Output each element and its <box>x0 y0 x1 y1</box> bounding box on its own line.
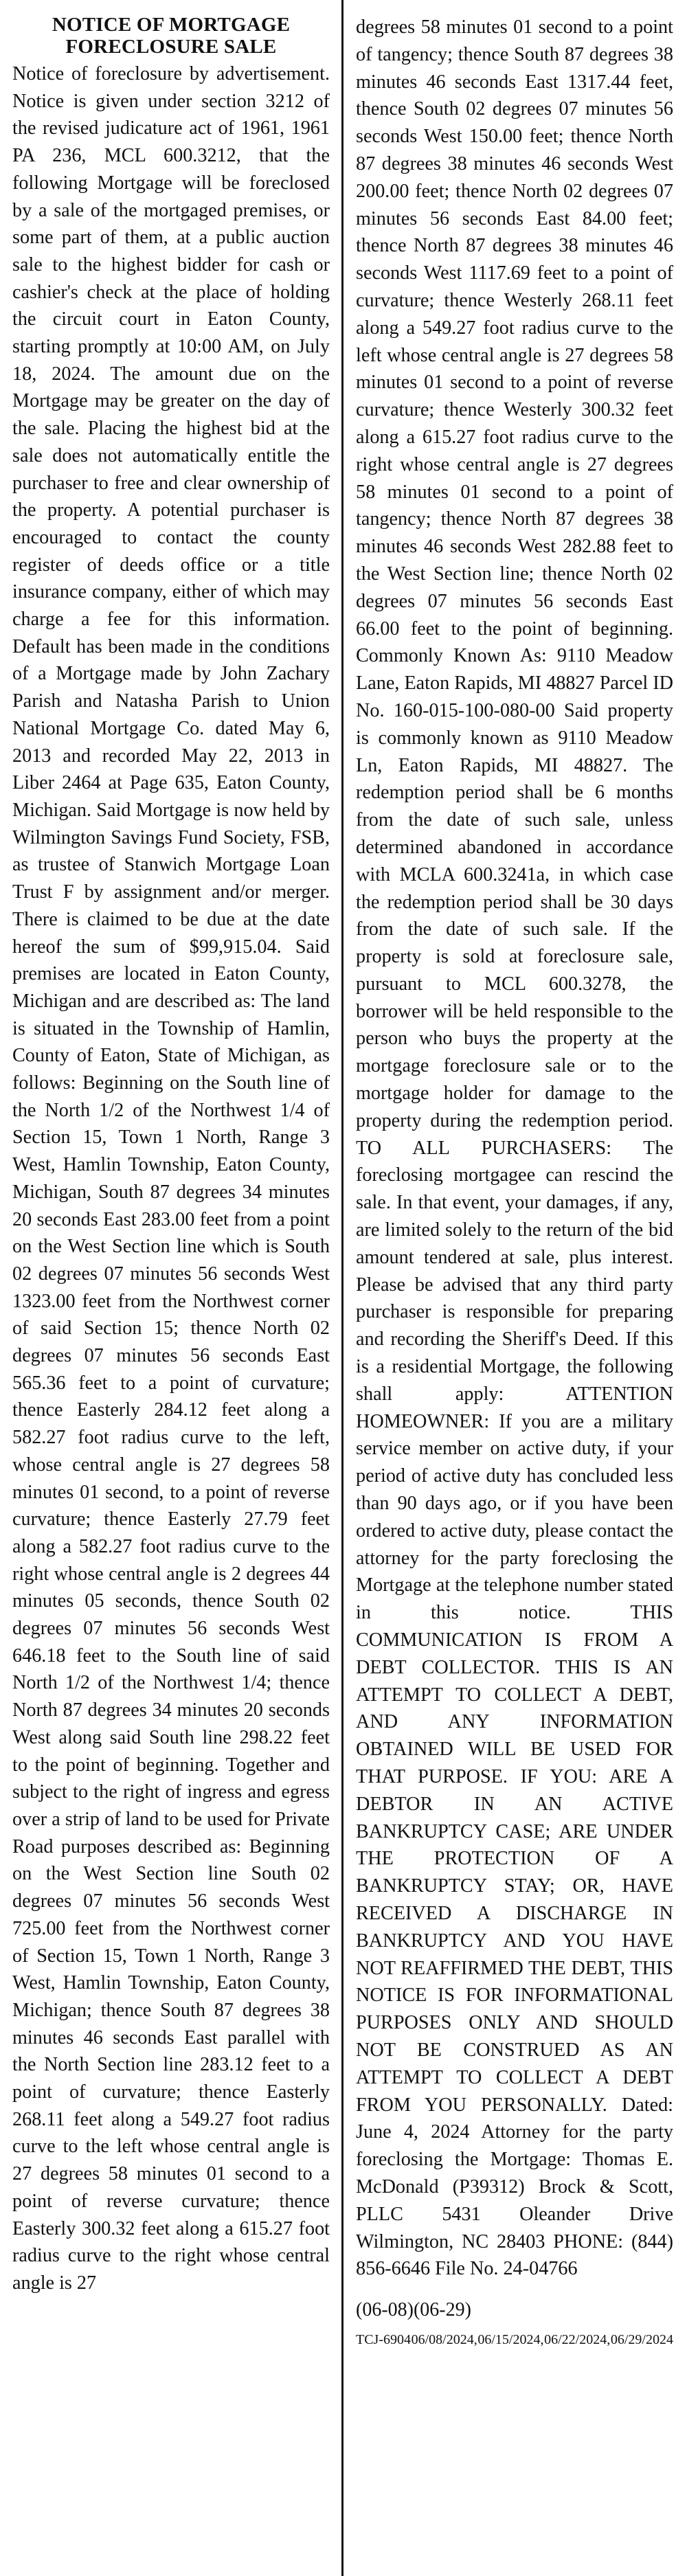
notice-title-line2: FORECLOSURE SALE <box>65 36 277 58</box>
notice-title <box>12 14 330 58</box>
notice-title-line1: NOTICE OF MORTGAGE <box>52 14 291 36</box>
notice-left-column <box>7 0 335 2576</box>
publication-date-3: 06/22/2024, <box>544 2332 611 2348</box>
column-divider <box>341 0 344 2576</box>
publication-info <box>356 2331 673 2349</box>
run-dates: (06-08)(06-29) <box>356 2299 471 2321</box>
notice-body-left: Notice of foreclosure by advertisement. Notice is given under section 3212 of the revised judicature act of 1961, 1961 PA 236, MCL 600.3212, that the following Mortgage will be foreclosed by a sale of the mortgaged premises, or some part of them, at a public auction sale to the highest bidder for cash or cashier's check at the place of holding the circuit court in Eaton County, starting promptly at 10:00 AM, on July 18, 2024. The amount due on the Mortgage may be greater on the day of the sale. Placing the highest bid at the sale does not automatically entitle the purchaser to free and clear ownership of the property. A potential purchaser is encouraged to contact the county register of deeds office or a title insurance company, either of which may charge a fee for this information. Default has been made in the conditions of a Mortgage made by John Zachary Parish and Natasha Parish to Union National Mortgage Co. dated May 6, 2013 and recorded May 22, 2013 in Liber 2464 at Page 635, Eaton County, Michigan. Said Mortgage is now held by Wilmington Savings Fund Society, FSB, as trustee of Stanwich Mortgage Loan Trust F by assignment and/or merger. There is claimed to be due at the date hereof the sum of $99,915.04. Said premises are located in Eaton County, Michigan and are described as: The land is situated in the Township of Hamlin, County of Eaton, State of Michigan, as follows: Beginning on the South line of the North 1/2 of the Northwest 1/4 of Section 15, Town 1 North, Range 3 West, Hamlin Township, Eaton County, Michigan, South 87 degrees 34 minutes 20 seconds East 283.00 feet from a point on the West Section line which is South 02 degrees 07 minutes 56 seconds West 1323.00 feet from the Northwest corner of said Section 15; thence North 02 degrees 07 minutes 56 seconds East 565.36 feet to a point of curvature; thence Easterly 284.12 feet along a 582.27 foot radius curve to the left, whose central angle is 27 degrees 58 minutes 01 second, to a point of reverse curvature; thence Easterly 27.79 feet along a 582.27 foot radius curve to the right whose central angle is 2 degrees 44 minutes 05 seconds, thence South 02 degrees 07 minutes 56 seconds West 646.18 feet to the South line of said North 1/2 of the Northwest 1/4; thence North 87 degrees 34 minutes 20 seconds West along said South line 298.22 feet to the point of beginning. Together and subject to the right of ingress and egress over a strip of land to be used for Private Road purposes described as: Beginning on the West Section line South 02 degrees 07 minutes 56 seconds West 725.00 feet from the Northwest corner of Section 15, Town 1 North, Range 3 West, Hamlin Township, Eaton County, Michigan; thence South 87 degrees 38 minutes 46 seconds East parallel with the North Section line 283.12 feet to a point of curvature; thence Easterly 268.11 feet along a 549.27 foot radius curve to the left whose central angle is 27 degrees 58 minutes 01 second to a point of reverse curvature; thence Easterly 300.32 feet along a 615.27 foot radius curve to the right whose central angle is 27 <box>12 63 330 2294</box>
publication-date-4: 06/29/2024 <box>610 2332 673 2348</box>
notice-body-right: degrees 58 minutes 01 second to a point of tangency; thence South 87 degrees 38 minutes 46 seconds East 1317.44 feet, thence South 02 degrees 07 minutes 56 seconds West 150.00 feet; thence North 87 degrees 38 minutes 46 seconds West 200.00 feet; thence North 02 degrees 07 minutes 56 seconds East 84.00 feet; thence North 87 degrees 38 minutes 46 seconds West 1117.69 feet to a point of curvature; thence Westerly 268.11 feet along a 549.27 foot radius curve to the left whose central angle is 27 degrees 58 minutes 01 second to a point of reverse curvature; thence Westerly 300.32 feet along a 615.27 foot radius curve to the right whose central angle is 27 degrees 58 minutes 01 second to a point of tangency; thence North 87 degrees 38 minutes 46 seconds West 282.88 feet to the West Section line; thence North 02 degrees 07 minutes 56 seconds East 66.00 feet to the point of beginning. Commonly Known As: 9110 Meadow Lane, Eaton Rapids, MI 48827 Parcel ID No. 160-015-100-080-00 Said property is commonly known as 9110 Meadow Ln, Eaton Rapids, MI 48827. The redemption period shall be 6 months from the date of such sale, unless determined abandoned in accordance with MCLA 600.3241a, in which case the redemption period shall be 30 days from the date of such sale. If the property is sold at foreclosure sale, pursuant to MCL 600.3278, the borrower will be held responsible to the person who buys the property at the mortgage foreclosure sale or to the mortgage holder for damage to the property during the redemption period. TO ALL PURCHASERS: The foreclosing mortgagee can rescind the sale. In that event, your damages, if any, are limited solely to the return of the bid amount tendered at sale, plus interest. Please be advised that any third party purchaser is responsible for preparing and recording the Sheriff's Deed. If this is a residential Mortgage, the following shall apply: ATTENTION HOMEOWNER: If you are a military service member on active duty, if your period of active duty has concluded less than 90 days ago, or if you have been ordered to active duty, please contact the attorney for the party foreclosing the Mortgage at the telephone number stated in this notice. THIS COMMUNICATION IS FROM A DEBT COLLECTOR. THIS IS AN ATTEMPT TO COLLECT A DEBT, AND ANY INFORMATION OBTAINED WILL BE USED FOR THAT PURPOSE. IF YOU: ARE A DEBTOR IN AN ACTIVE BANKRUPTCY CASE; ARE UNDER THE PROTECTION OF A BANKRUPTCY STAY; OR, HAVE RECEIVED A DISCHARGE IN BANKRUPTCY AND YOU HAVE NOT REAFFIRMED THE DEBT, THIS NOTICE IS FOR INFORMATIONAL PURPOSES ONLY AND SHOULD NOT BE CONSTRUED AS AN ATTEMPT TO COLLECT A DEBT FROM YOU PERSONALLY. Dated: June 4, 2024 Attorney for the party foreclosing the Mortgage: Thomas E. McDonald (P39312) Brock & Scott, PLLC 5431 Oleander Drive Wilmington, NC 28403 PHONE: (844) 856-6646 File No. 24-04766 <box>356 16 673 2280</box>
notice-right-column <box>350 0 679 2576</box>
ad-id: TCJ-6904 <box>356 2332 411 2348</box>
publication-date-2: 06/15/2024, <box>477 2332 544 2348</box>
publication-date-1: 06/08/2024, <box>411 2332 477 2348</box>
